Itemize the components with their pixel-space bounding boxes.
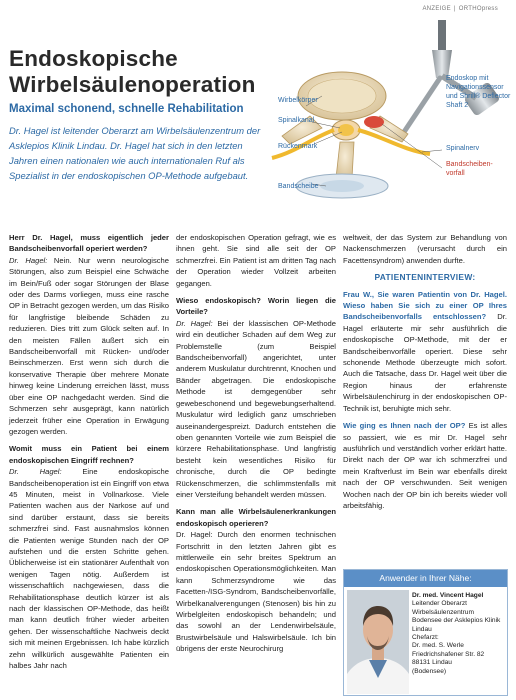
contact-line-7: 88131 Lindau — [412, 659, 452, 667]
question-1: Herr Dr. Hagel, muss eigentlich jeder Bandscheibenvorfall operiert werden? — [9, 233, 169, 254]
anzeige-label: ANZEIGE — [422, 6, 451, 12]
advertisement-tag: ANZEIGE | ORTHOpress — [422, 6, 498, 12]
brand-label: ORTHOpress — [458, 6, 498, 12]
article-title — [9, 46, 256, 98]
doctor-portrait — [347, 590, 409, 694]
interview-answer-1: Frau W., Sie waren Patientin von Dr. Hagel. Wieso haben Sie sich zu einer OP Ihres Bandscheibenvorfalls entschlossen? Dr. Hagel erläuterte mir sehr ausführlich die endoskopische OP-Methode, mit der er Bandscheibenvorfälle operiert. Diese sehr schonende Methode überzeugte mich sofort. Auch die Tatsache, dass Dr. Hagel weit über die Region hinaus der erfahrenste Wirbelsäulenchirurg in der endoskopischen OP-Technik ist, beruhigte mich sehr. — [343, 289, 507, 413]
label-spinalnerv: Spinalnerv — [446, 145, 480, 152]
label-endoskop: Endoskop mit Navigationssensor und Shrill® Deflector Shaft 2 — [446, 75, 511, 109]
question-2: Womit muss ein Patient bei einem endoskopischen Eingriff rechnen? — [9, 444, 169, 465]
article-subtitle: Maximal schonend, schnelle Rehabilitation — [9, 103, 244, 115]
contact-line-8: (Bodensee) — [412, 667, 447, 675]
title-line-1: Endoskopische — [9, 46, 178, 71]
contact-line-3: Bodensee der Asklepios Klinik Lindau — [412, 617, 501, 633]
contact-line-2: Wirbelsäulenzentrum — [412, 608, 474, 616]
continued-paragraph-2: weltweit, der das System zur Behandlung von Nackenschmerzen (verursacht durch ein Facettensyndrom) anwenden durfte. — [343, 233, 507, 265]
continued-paragraph: der endoskopischen Operation gefragt, wie es ihnen geht. Sie sind alle seit der OP schmerzfrei. Ein Patient ist am dritten Tag nach der Operation wieder Vollzeit arbeiten gegangen. — [176, 233, 336, 288]
disc-herniation — [364, 116, 384, 128]
contact-details — [412, 592, 506, 676]
article-column-3 — [343, 232, 507, 511]
answer-3: Dr. Hagel: Bei der klassischen OP-Methode wird ein deutlicher Schaden auf dem Weg zur Problemstelle (zum Beispiel Bandscheibenvorfall) angerichtet, unter anderem Muskulatur durchtrennt, Knochen und Bänder abgetragen. Die endoskopische Methode ist demgegenüber sehr gewebeschonend und begewebungserhaltend. Muskulatur wird lediglich ganz umschrieben auseinandergespreizt. Dadurch entstehen die oben genannten Vorteile wie zum Beispiel die kürzere Rehabilitationsphase. Und langfristig besteht kein wesentliches Risiko für chronische, durch die OP bedingte Rückenschmerzen, die schlimmstenfalls mit einer Versteifung behandelt werden müssen. — [176, 318, 337, 499]
label-bandscheibenvorfall: Bandscheiben-vorfall — [446, 161, 493, 177]
answer-4: Dr. Hagel: Durch den enormen technischen Fortschritt in den letzten Jahren gibt es mittlerweile ein sehr breites Spektrum an endoskopischen Operationsmöglichkeiten. Man kann Schmerzsyndrome wie das Facetten-/ISG-Syndrom, Bandscheibenvorfälle, Wirbelkanalverengungen (Stenosen) bis hin zu Wirbelgleiten endoskopisch behandeln; und das sowohl an der Lendenwirbelsäule, Brustwirbelsäule und Halswirbelsäule. Ich bin übrigens der erste Neurochirurg — [176, 530, 336, 654]
article-column-1 — [9, 232, 169, 671]
interview-answer-2: Wie ging es Ihnen nach der OP? Es ist alles so passiert, wie es mir Dr. Hagel sehr ausführlich und verständlich vorher erklärt hatte. Direkt nach der OP war ich schmerzfrei und mein Kraftverlust im Bein war ebenfalls direkt nach der OP verschwunden. Seit wenigen Wochen nach der OP bin ich bereits wieder voll arbeitsfähig. — [343, 421, 508, 510]
label-spinalkanal: Spinalkanal — [278, 117, 315, 124]
vertebra-figure — [262, 18, 516, 208]
spine-illustration — [262, 18, 516, 208]
label-wirbelkoerper: Wirbelkörper — [278, 97, 318, 104]
answer-2: Dr. Hagel: Eine endoskopische Bandscheibenoperation ist ein Eingriff von etwa 45 Minuten, meist in Vollnarkose. Viele Patienten wachen aus der Narkose auf und sind darüber erstaunt, dass sie bereits schmerzfrei sind. Fast ausnahmslos können die Patienten wenige Stunden nach der OP aufstehen und die ersten Schritte gehen. Üblicherweise ist ein stationärer Aufenthalt von wenigen Tagen nötig. Außerdem ist wissenschaftlich nachgewiesen, dass die Rehabilitationsphase deutlich kürzer ist als nach der klassischen OP-Methode, das heißt man kann deutlich früher wieder arbeiten gehen. Der wissenschaftliche Nachweis deckt sich mit meinen Ergebnissen. Ich habe kürzlich zehn willkürlich ausgewählte Patienten ein halbes Jahr nach — [9, 467, 169, 671]
article-intro: Dr. Hagel ist leitender Oberarzt am Wirbelsäulenzentrum der Asklepios Klinik Lindau. Dr. Hagel hat sich in den letzten Jahren einen nationalen wie auch internationalen Ruf als Spezialist in der endoskopischen OP-Methode aufgebaut. — [9, 125, 261, 181]
patient-interview-heading: PATIENTENINTERVIEW: — [374, 272, 476, 283]
contact-box-heading: Anwender in Ihrer Nähe: — [344, 570, 507, 587]
doctor-name: Dr. med. Vincent Hagel — [412, 592, 484, 599]
question-4: Kann man alle Wirbelsäulenerkrankungen endoskopisch operieren? — [176, 507, 336, 528]
label-rueckenmark: Rückenmark — [278, 143, 318, 150]
contact-line-5: Dr. med. S. Werle — [412, 642, 464, 650]
title-line-2: Wirbelsäulenoperation — [9, 72, 256, 97]
contact-line-6: Friedrichshafener Str. 82 — [412, 650, 485, 658]
spinal-cord — [338, 124, 354, 136]
label-bandscheibe: Bandscheibe — [278, 183, 319, 190]
contact-line-4: Chefarzt: — [412, 634, 439, 642]
answer-1: Dr. Hagel: Nein. Nur wenn neurologische Störungen, also zum Beispiel eine Schwäche im Bein/Fuß oder sogar Störungen der Blase oder des Darms vorliegen, muss eine rasche OP in Betracht gezogen werden, um das Risiko für langfristige bleibende Schäden zu reduzieren. Dies tritt zum Glück selten auf. In den meisten Fällen äußert sich ein Bandscheibenvorfall mit Rücken- und/oder Beinschmerzen. Erst wenn sich durch die konservative Therapie über mehrere Monate hinweg keine Linderung erreichen lässt, muss über eine OP nachgedacht werden. Sind die Schmerzen sehr ausgeprägt, kann natürlich jederzeit früher eine Operation in Erwägung gezogen werden. — [9, 255, 169, 436]
article-column-2 — [176, 232, 336, 655]
question-3: Wieso endoskopisch? Worin liegen die Vorteile? — [176, 296, 336, 317]
contact-line-1: Leitender Oberarzt — [412, 600, 467, 608]
contact-box — [343, 569, 508, 696]
